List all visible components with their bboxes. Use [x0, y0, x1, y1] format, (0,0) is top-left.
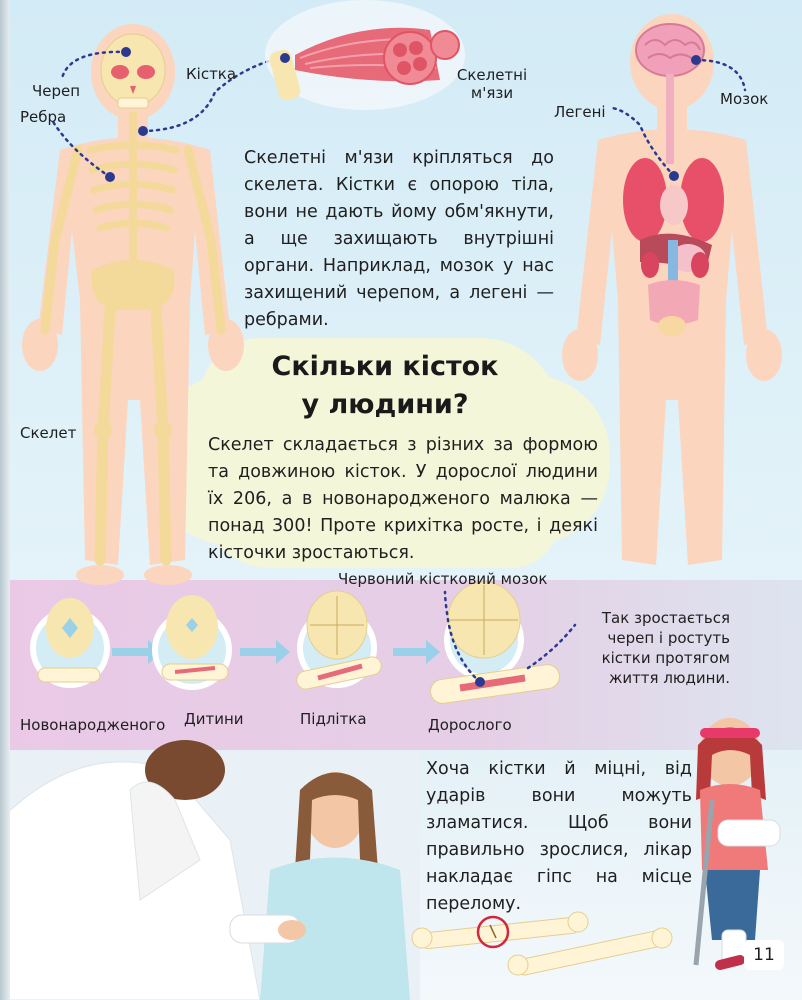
- label-skull: Череп: [32, 82, 81, 100]
- stage-label-newborn: Новонародженого: [20, 716, 166, 734]
- intro-paragraph: Скелетні м'язи кріпляться до скелета. Кістки є опорою тіла, вони не дають йому обм'якнути, а ще захищають внутрішні органи. Наприклад, мозок у нас захищений черепом, а легені — ребрами.: [244, 148, 554, 330]
- injured-girl: [696, 718, 780, 965]
- stage-label-teen: Підлітка: [300, 710, 367, 728]
- label-skeleton: Скелет: [20, 424, 77, 442]
- section-heading-line1: Скільки кісток: [271, 351, 499, 382]
- book-spine-edge: [0, 0, 10, 1000]
- doctor-photo: [0, 740, 420, 1000]
- bones-count-paragraph: Скелет складається з різних за формою та довжиною кісток. У дорослої людини їх 206, а в новонародженого малюка — понад 300! Проте крихітка росте, і деякі кісточки зростаються.: [208, 435, 598, 563]
- label-skeletal-muscles: [452, 66, 532, 102]
- fracture-paragraph: Хоча кістки й міцні, від ударів вони можуть зламатися. Щоб вони правильно зрослися, лікар накладає гіпс на місце перелому.: [426, 759, 692, 914]
- stage-label-child: Дитини: [184, 710, 244, 728]
- section-heading-line2: у людини?: [301, 389, 469, 420]
- broken-bones: [412, 912, 672, 976]
- label-ribs: Ребра: [20, 108, 67, 126]
- stage-label-adult: Дорослого: [428, 716, 512, 734]
- label-red-marrow: Червоний кістковий мозок: [338, 570, 548, 588]
- label-bone: Кістка: [186, 65, 237, 83]
- label-skeletal-muscles-line2: м'язи: [470, 84, 514, 102]
- section-heading: [230, 348, 540, 424]
- growth-stages: [33, 582, 575, 705]
- label-brain: Мозок: [720, 90, 769, 108]
- growth-caption: Так зростається череп і ростуть кістки протягом життя людини.: [601, 609, 730, 687]
- label-lungs: Легені: [554, 103, 606, 121]
- muscle-illustration: [265, 0, 465, 110]
- label-skeletal-muscles-line1: Скелетні: [456, 66, 528, 84]
- page-number: 11: [744, 940, 784, 970]
